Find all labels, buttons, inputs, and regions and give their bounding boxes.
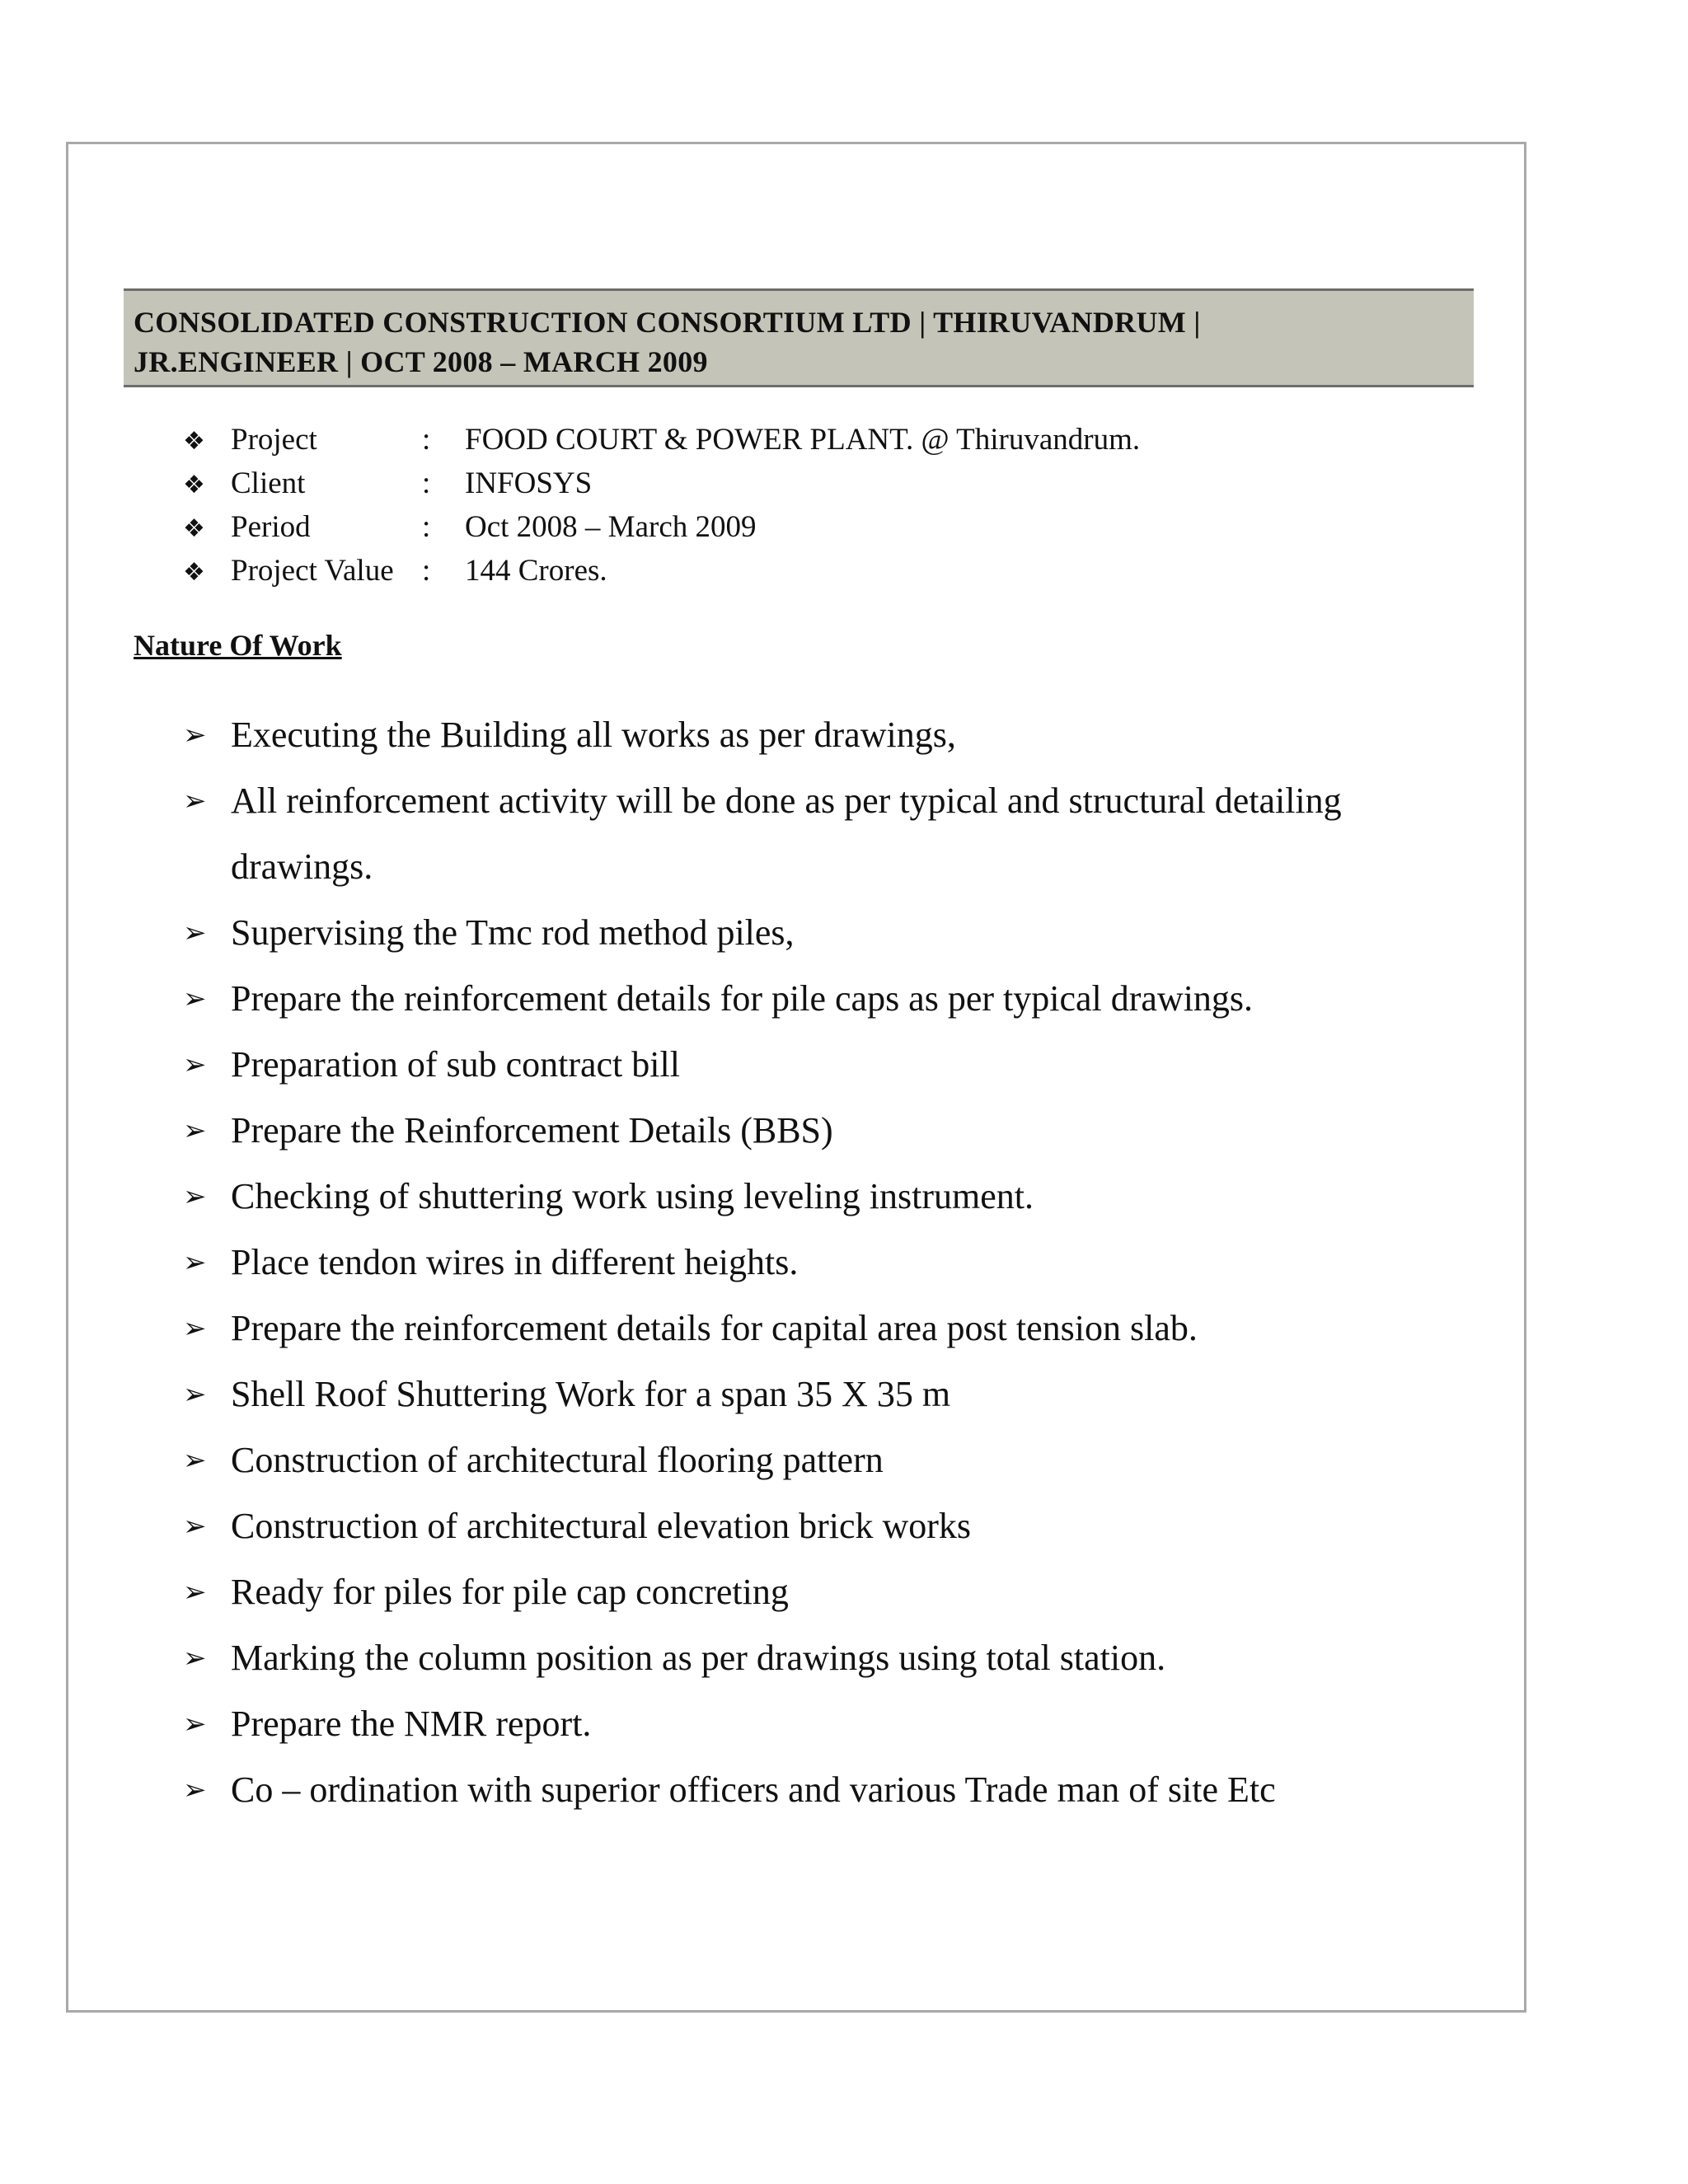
arrow-bullet-icon: ➢ (183, 982, 207, 1015)
list-item-text: Executing the Building all works as per drawings, (231, 715, 956, 755)
detail-row-client (183, 466, 1140, 509)
list-item (183, 1691, 1469, 1757)
list-item (183, 900, 1469, 966)
detail-row-period (183, 509, 1140, 553)
arrow-bullet-icon: ➢ (183, 1180, 207, 1213)
detail-colon: : (422, 510, 431, 544)
arrow-bullet-icon: ➢ (183, 719, 207, 752)
arrow-bullet-icon: ➢ (183, 1114, 207, 1147)
list-item (183, 1625, 1469, 1691)
arrow-bullet-icon: ➢ (183, 1444, 207, 1477)
list-item (183, 1230, 1469, 1296)
project-details-list (183, 422, 1140, 597)
list-item (183, 1427, 1469, 1493)
list-item (183, 1493, 1469, 1559)
detail-value: INFOSYS (465, 466, 593, 500)
list-item (183, 1032, 1469, 1098)
diamond-bullet-icon: ❖ (183, 427, 205, 456)
list-item (183, 702, 1469, 768)
detail-colon: : (422, 466, 431, 500)
arrow-bullet-icon: ➢ (183, 1510, 207, 1543)
diamond-bullet-icon: ❖ (183, 471, 205, 499)
list-item-text: Place tendon wires in different heights. (231, 1242, 799, 1282)
diamond-bullet-icon: ❖ (183, 558, 205, 587)
list-item (183, 1559, 1469, 1625)
detail-colon: : (422, 554, 431, 588)
header-line-company: CONSOLIDATED CONSTRUCTION CONSORTIUM LTD | THIRUVANDRUM | (134, 306, 1201, 339)
list-item (183, 1098, 1469, 1164)
list-item-text: Marking the column position as per drawings using total station. (231, 1638, 1166, 1678)
arrow-bullet-icon: ➢ (183, 1048, 207, 1081)
list-item (183, 1164, 1469, 1230)
detail-row-project (183, 422, 1140, 466)
detail-value: FOOD COURT & POWER PLANT. @ Thiruvandrum. (465, 423, 1141, 457)
arrow-bullet-icon: ➢ (183, 785, 207, 818)
nature-of-work-heading: Nature Of Work (134, 629, 342, 662)
arrow-bullet-icon: ➢ (183, 1312, 207, 1345)
detail-value: Oct 2008 – March 2009 (465, 510, 757, 544)
list-item-text: Checking of shuttering work using leveling instrument. (231, 1176, 1034, 1216)
list-item-text: Prepare the reinforcement details for pile caps as per typical drawings. (231, 978, 1254, 1019)
arrow-bullet-icon: ➢ (183, 1576, 207, 1609)
list-item-text: Preparation of sub contract bill (231, 1044, 680, 1085)
list-item-text: Prepare the NMR report. (231, 1704, 592, 1744)
list-item (183, 966, 1469, 1032)
detail-label: Client (231, 466, 306, 500)
list-item-text: Construction of architectural elevation brick works (231, 1506, 972, 1546)
list-item-text: Construction of architectural flooring pattern (231, 1440, 884, 1480)
list-item-text: All reinforcement activity will be done as per typical and structural detailing drawings. (231, 780, 1342, 887)
list-item-text: Prepare the reinforcement details for capital area post tension slab. (231, 1308, 1198, 1348)
detail-colon: : (422, 423, 431, 457)
list-item-text: Ready for piles for pile cap concreting (231, 1572, 789, 1612)
detail-label: Project Value (231, 554, 394, 588)
detail-row-project-value (183, 553, 1140, 597)
list-item (183, 1296, 1469, 1361)
arrow-bullet-icon: ➢ (183, 1642, 207, 1675)
list-item (183, 1757, 1469, 1823)
diamond-bullet-icon: ❖ (183, 514, 205, 543)
list-item-text: Shell Roof Shuttering Work for a span 35 X 35 m (231, 1374, 951, 1414)
arrow-bullet-icon: ➢ (183, 1774, 207, 1807)
nature-of-work-list (183, 702, 1469, 1823)
detail-label: Period (231, 510, 311, 544)
detail-value: 144 Crores. (465, 554, 607, 588)
header-line-role: JR.ENGINEER | OCT 2008 – MARCH 2009 (134, 345, 708, 378)
list-item-text: Prepare the Reinforcement Details (BBS) (231, 1110, 833, 1151)
list-item (183, 768, 1469, 900)
list-item-text: Supervising the Tmc rod method piles, (231, 912, 795, 953)
arrow-bullet-icon: ➢ (183, 1378, 207, 1411)
arrow-bullet-icon: ➢ (183, 1708, 207, 1741)
arrow-bullet-icon: ➢ (183, 916, 207, 949)
list-item (183, 1361, 1469, 1427)
arrow-bullet-icon: ➢ (183, 1246, 207, 1279)
list-item-text: Co – ordination with superior officers and various Trade man of site Etc (231, 1769, 1276, 1810)
employment-header (124, 288, 1474, 387)
detail-label: Project (231, 423, 317, 457)
